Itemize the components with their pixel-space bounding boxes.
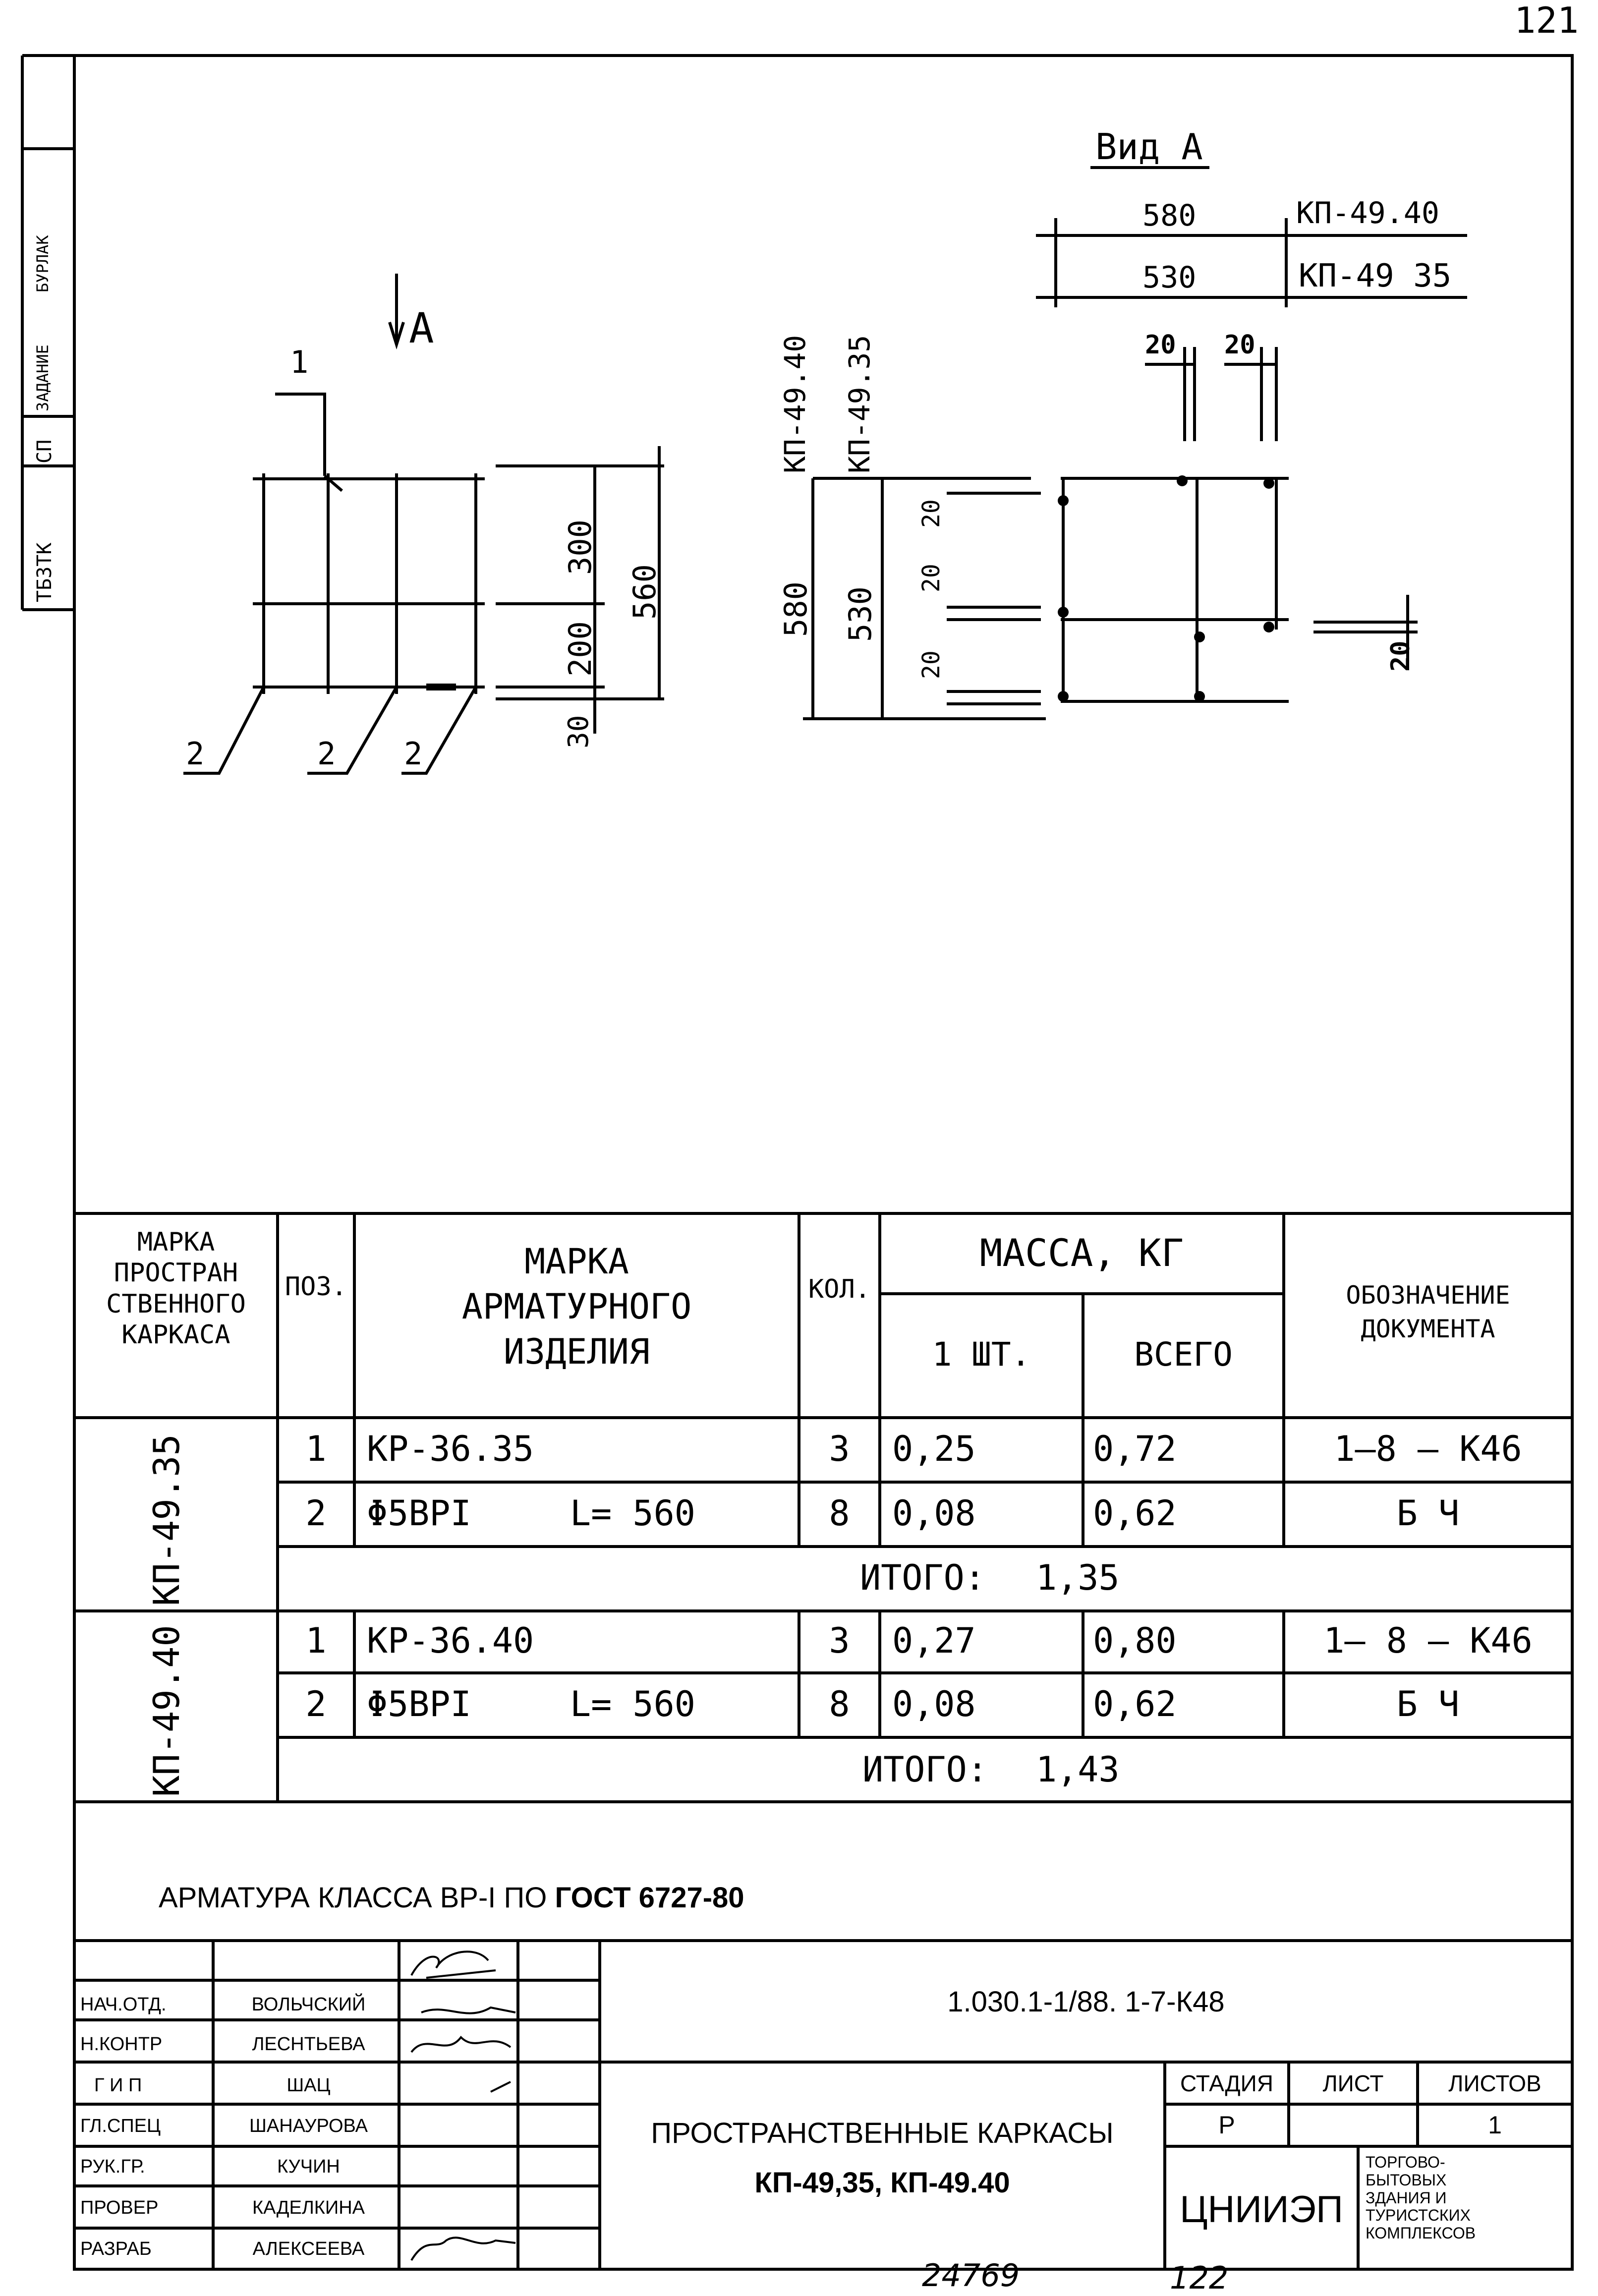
header-pos: ПОЗ. xyxy=(285,1272,347,1302)
org-desc-line: БЫТОВЫХ xyxy=(1366,2171,1447,2189)
sig-name: ВОЛЬЧСКИЙ xyxy=(251,1994,366,2015)
view-small-dim-b: 20 xyxy=(1224,330,1256,360)
note-standard: ГОСТ 6727-80 xyxy=(555,1882,744,1914)
header-mass: МАССА, КГ xyxy=(979,1231,1184,1275)
view-dim-580-label: КП-49.40 xyxy=(1296,196,1439,230)
sig-role: НАЧ.ОТД. xyxy=(80,1994,167,2015)
view-vert-label-4940: КП-49.40 xyxy=(778,335,812,473)
view-side-dim-b: 20 xyxy=(917,564,945,592)
cell-qty: 8 xyxy=(829,1493,850,1534)
cell-qty: 8 xyxy=(829,1684,850,1724)
reinforcement-note xyxy=(159,1884,744,1912)
view-small-dim-a: 20 xyxy=(1145,330,1176,360)
header-item xyxy=(354,1239,799,1375)
cell-total: 0,72 xyxy=(1093,1429,1177,1469)
cell-doc: Б Ч xyxy=(1396,1493,1460,1534)
total-value: 1,43 xyxy=(1036,1749,1120,1790)
sig-role: ГЛ.СПЕЦ xyxy=(80,2116,161,2136)
sig-name: ШАЦ xyxy=(286,2075,331,2096)
stamp-cell-1: ТБЗТК xyxy=(33,542,56,602)
view-side-dim-a: 20 xyxy=(917,499,945,528)
sig-name: ШАНАУРОВА xyxy=(249,2116,368,2136)
view-dim-530-label: КП-49 35 xyxy=(1299,258,1452,294)
header-item-line: АРМАТУРНОГО xyxy=(461,1286,692,1327)
cell-item: КР-36.35 xyxy=(367,1429,534,1469)
header-item-line: МАРКА xyxy=(524,1241,629,1282)
header-item-line: ИЗДЕЛИЯ xyxy=(503,1331,650,1372)
sheets-label: ЛИСТОВ xyxy=(1448,2070,1541,2096)
cell-doc: 1–8 — К46 xyxy=(1334,1429,1522,1469)
stamp-cell-4: БУРЛАК xyxy=(33,235,52,292)
header-doc-line: ОБОЗНАЧЕНИЕ xyxy=(1346,1281,1510,1310)
cell-total: 0,62 xyxy=(1093,1493,1177,1534)
total-label: ИТОГО: xyxy=(862,1749,988,1790)
cell-pos: 2 xyxy=(305,1493,327,1534)
cell-pos: 2 xyxy=(305,1684,327,1724)
header-mark-line: ПРОСТРАН xyxy=(114,1258,238,1288)
view-side-dim-c: 20 xyxy=(917,650,945,679)
sig-name: ЛЕСНТЬЕВА xyxy=(252,2034,365,2055)
callout-2b: 2 xyxy=(317,736,336,772)
stage-value: Р xyxy=(1218,2111,1235,2139)
sig-role: ПРОВЕР xyxy=(80,2197,159,2218)
org-desc-line: ТУРИСТСКИХ xyxy=(1366,2206,1471,2225)
total-value: 1,35 xyxy=(1036,1557,1120,1598)
cell-total: 0,62 xyxy=(1093,1684,1177,1724)
stage-label: СТАДИЯ xyxy=(1180,2070,1273,2096)
header-doc-line: ДОКУМЕНТА xyxy=(1361,1314,1495,1343)
header-mark-line: МАРКА xyxy=(137,1227,215,1257)
sheets-value: 1 xyxy=(1488,2111,1502,2139)
cell-pos: 1 xyxy=(305,1620,327,1661)
sig-name: КУЧИН xyxy=(277,2156,340,2177)
cell-item: Φ5ВРI xyxy=(367,1493,471,1534)
cell-one: 0,08 xyxy=(892,1684,976,1724)
view-dim-530: 530 xyxy=(1142,260,1197,295)
header-qty: КОЛ. xyxy=(808,1274,871,1304)
sig-role: Н.КОНТР xyxy=(80,2034,163,2055)
dim-200: 200 xyxy=(562,621,598,677)
org-desc-line: ЗДАНИЯ И xyxy=(1366,2188,1447,2207)
sig-name: КАДЕЛКИНА xyxy=(252,2197,365,2218)
cell-qty: 3 xyxy=(829,1429,850,1469)
handwritten-number-left: 24769 xyxy=(922,2257,1020,2294)
cell-length: L= 560 xyxy=(570,1493,695,1534)
sheet-label: ЛИСТ xyxy=(1322,2070,1384,2096)
cell-doc: 1– 8 — К46 xyxy=(1323,1620,1533,1661)
total-label: ИТОГО: xyxy=(860,1557,985,1598)
doc-code: 1.030.1-1/88. 1-7-К48 xyxy=(947,1986,1225,2018)
page-number: 121 xyxy=(1514,0,1579,41)
callout-2c: 2 xyxy=(404,736,423,772)
sig-role: РАЗРАБ xyxy=(80,2239,152,2259)
group-mark: КП-49.40 xyxy=(146,1625,187,1797)
view-dim-580: 580 xyxy=(1142,198,1197,233)
signature-scribbles xyxy=(411,1952,515,2260)
org-desc-line: КОМПЛЕКСОВ xyxy=(1366,2224,1476,2242)
handwritten-number-right: 122 xyxy=(1170,2260,1229,2296)
cell-one: 0,27 xyxy=(892,1620,976,1661)
cell-length: L= 560 xyxy=(570,1684,695,1724)
cell-pos: 1 xyxy=(305,1429,327,1469)
cell-one: 0,25 xyxy=(892,1429,976,1469)
view-vert-dim-580: 580 xyxy=(778,581,814,637)
cell-qty: 3 xyxy=(829,1620,850,1661)
group-mark: КП-49.35 xyxy=(146,1434,187,1606)
organization-description xyxy=(1366,2154,1569,2242)
view-vert-dim-530: 530 xyxy=(842,586,878,642)
header-mark-line: СТВЕННОГО xyxy=(106,1289,246,1319)
sig-role: Г И П xyxy=(94,2075,142,2096)
header-doc xyxy=(1284,1279,1572,1346)
cell-doc: Б Ч xyxy=(1396,1684,1460,1724)
header-mark-line: КАРКАСА xyxy=(121,1320,230,1350)
stamp-cell-3: ЗАДАНИЕ xyxy=(33,344,52,411)
drawing-title-line1: ПРОСТРАНСТВЕННЫЕ КАРКАСЫ xyxy=(651,2117,1114,2149)
view-a xyxy=(803,168,1467,719)
callout-1: 1 xyxy=(290,344,309,380)
view-vert-label-4935: КП-49.35 xyxy=(843,335,876,473)
sig-role: РУК.ГР. xyxy=(80,2156,145,2177)
dim-30: 30 xyxy=(563,715,595,748)
cell-item: КР-36.40 xyxy=(367,1620,534,1661)
cell-total: 0,80 xyxy=(1093,1620,1177,1661)
dim-560: 560 xyxy=(627,564,663,620)
cell-one: 0,08 xyxy=(892,1493,976,1534)
header-mass-total: ВСЕГО xyxy=(1134,1335,1233,1374)
note-prefix: АРМАТУРА КЛАССА ВР-I ПО xyxy=(159,1882,547,1914)
callout-2a: 2 xyxy=(186,736,205,772)
arrow-label: A xyxy=(409,304,434,352)
org-desc-line: ТОРГОВО- xyxy=(1366,2153,1445,2171)
dim-300: 300 xyxy=(562,519,598,575)
view-title: Вид А xyxy=(1095,126,1203,168)
sig-name: АЛЕКСЕЕВА xyxy=(252,2239,365,2259)
organization: ЦНИИЭП xyxy=(1180,2188,1343,2231)
cell-item: Φ5ВРI xyxy=(367,1684,471,1724)
header-mass-one: 1 ШТ. xyxy=(932,1335,1031,1374)
header-mark xyxy=(74,1227,278,1351)
view-right-dim: 20 xyxy=(1386,640,1416,672)
stamp-cell-2: СП xyxy=(33,439,56,463)
drawing-title-line2: КП-49,35, КП-49.40 xyxy=(754,2167,1010,2199)
